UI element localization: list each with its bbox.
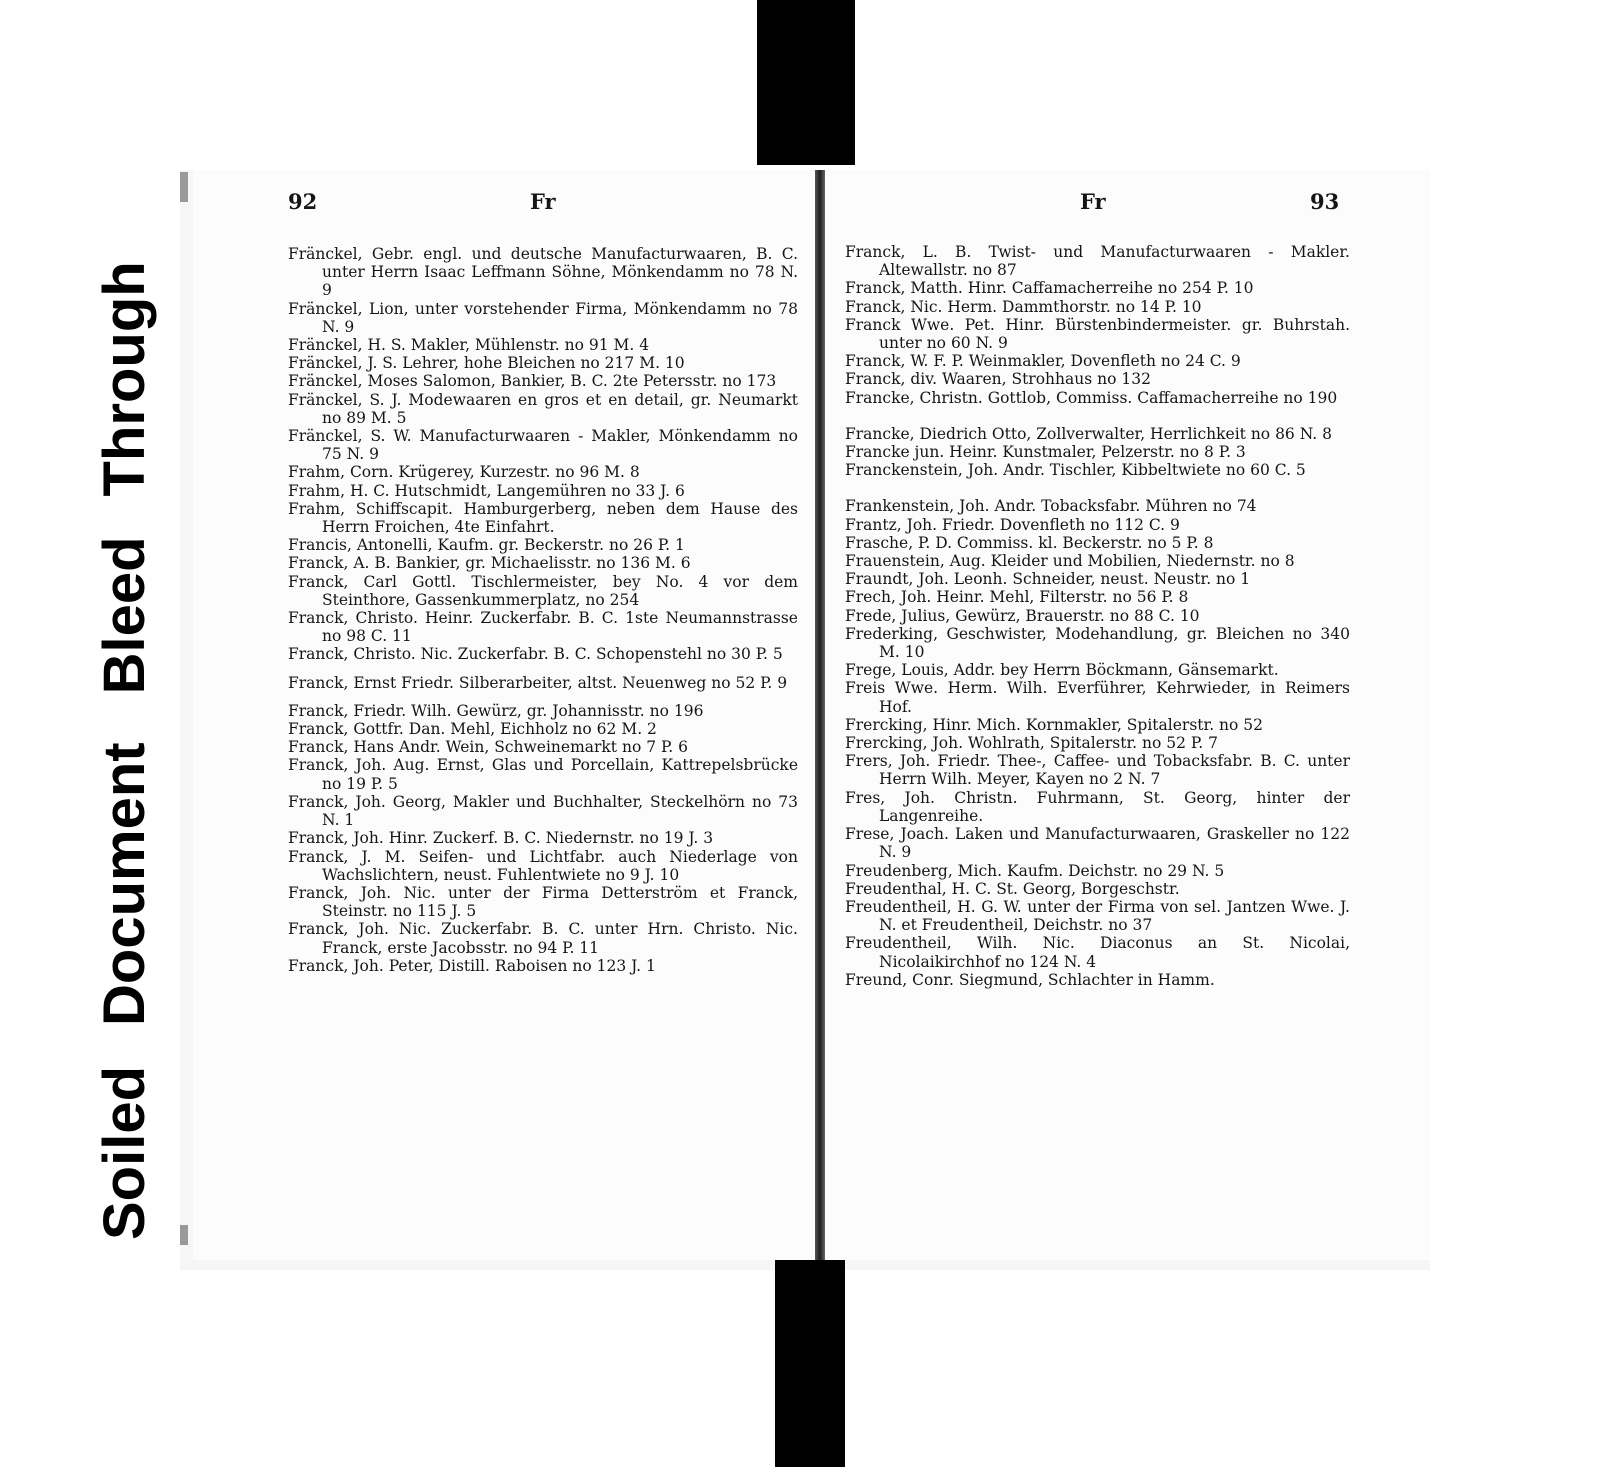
directory-entry: Franck, Friedr. Wilh. Gewürz, gr. Johannisstr. no 196 — [288, 701, 704, 720]
page-edge-mark — [180, 1225, 188, 1245]
stamp-word-soiled: Soiled — [92, 1065, 157, 1240]
directory-entry: Franckenstein, Joh. Andr. Tischler, Kibbeltwiete no 60 C. 5 — [845, 461, 1306, 480]
directory-entry: Frahm, Schiffscapit. Hamburgerberg, neben dem Hause des Herrn Froichen, 4te Einfahrt. — [288, 499, 798, 537]
directory-entry: Franck, Hans Andr. Wein, Schweinemarkt no 7 P. 6 — [288, 738, 688, 757]
directory-entry: Francke jun. Heinr. Kunstmaler, Pelzerstr. no 8 P. 3 — [845, 443, 1246, 462]
directory-entry: Franck, Christo. Nic. Zuckerfabr. B. C. Schopenstehl no 30 P. 5 — [288, 645, 783, 664]
directory-entry: Fres, Joh. Christn. Fuhrmann, St. Georg, hinter der Langenreihe. — [845, 788, 1350, 825]
directory-entry: Fränckel, Gebr. engl. und deutsche Manufacturwaaren, B. C. unter Herrn Isaac Leffmann Söhne, Mönkendamm no 78 N. 9 — [288, 245, 798, 300]
directory-entry: Frers, Joh. Friedr. Thee-, Caffee- und Tobacksfabr. B. C. unter Herrn Wilh. Meyer, Kayen no 2 N. 7 — [845, 752, 1350, 789]
directory-entry: Francke, Christn. Gottlob, Commiss. Caffamacherreihe no 190 — [845, 388, 1338, 407]
stamp-word-through: Through — [92, 261, 157, 497]
spine-top-shadow — [757, 0, 855, 165]
archive-stamp — [92, 190, 157, 1240]
directory-entry: Frege, Louis, Addr. bey Herrn Böckmann, Gänsemarkt. — [845, 661, 1279, 680]
directory-entry: Frasche, P. D. Commiss. kl. Beckerstr. no 5 P. 8 — [845, 533, 1214, 552]
directory-entry: Franck, Nic. Herm. Dammthorstr. no 14 P. 10 — [845, 297, 1202, 316]
directory-entry: Franck, W. F. P. Weinmakler, Dovenfleth no 24 C. 9 — [845, 352, 1241, 371]
page-edge-mark — [180, 172, 188, 202]
book-gutter — [815, 170, 825, 1260]
directory-entry: Freis Wwe. Herm. Wilh. Everführer, Kehrwieder, in Reimers Hof. — [845, 679, 1350, 716]
directory-entry: Franck, J. M. Seifen- und Lichtfabr. auch Niederlage von Wachslichtern, neust. Fuhlentwiete no 9 J. 10 — [288, 847, 798, 884]
directory-entry: Freudentheil, Wilh. Nic. Diaconus an St. Nicolai, Nicolaikirchhof no 124 N. 4 — [845, 934, 1350, 971]
directory-entry: Freund, Conr. Siegmund, Schlachter in Hamm. — [845, 970, 1215, 989]
directory-entry: Freudentheil, H. G. W. unter der Firma von sel. Jantzen Wwe. J. N. et Freudentheil, Deichstr. no 37 — [845, 897, 1350, 935]
directory-entry: Frederking, Geschwister, Modehandlung, gr. Bleichen no 340 M. 10 — [845, 624, 1350, 662]
directory-entry: Fränckel, Moses Salomon, Bankier, B. C. 2te Petersstr. no 173 — [288, 372, 777, 391]
directory-entry: Franck, Joh. Nic. unter der Firma Detterström et Franck, Steinstr. no 115 J. 5 — [288, 883, 798, 921]
directory-entry: Franck, Matth. Hinr. Caffamacherreihe no 254 P. 10 — [845, 279, 1254, 298]
right-entry-list — [845, 243, 1350, 989]
directory-entry: Freudenberg, Mich. Kaufm. Deichstr. no 29 N. 5 — [845, 861, 1225, 880]
directory-entry: Frahm, H. C. Hutschmidt, Langemühren no 33 J. 6 — [288, 481, 685, 500]
directory-entry: Franck, Carl Gottl. Tischlermeister, bey No. 4 vor dem Steinthore, Gassenkummerplatz, no 254 — [288, 572, 798, 609]
directory-entry: Francis, Antonelli, Kaufm. gr. Beckerstr. no 26 P. 1 — [288, 536, 685, 555]
directory-entry: Frankenstein, Joh. Andr. Tobacksfabr. Mühren no 74 — [845, 497, 1257, 516]
directory-entry: Franck, Joh. Georg, Makler und Buchhalter, Steckelhörn no 73 N. 1 — [288, 792, 798, 830]
directory-entry: Franck, Joh. Nic. Zuckerfabr. B. C. unter Hrn. Christo. Nic. Franck, erste Jacobsstr. no 94 P. 11 — [288, 920, 798, 957]
right-running-head: Fr — [1080, 189, 1106, 214]
directory-entry: Fränckel, J. S. Lehrer, hohe Bleichen no 217 M. 10 — [288, 354, 685, 373]
directory-entry: Franck, Joh. Aug. Ernst, Glas und Porcellain, Kattrepelsbrücke no 19 P. 5 — [288, 756, 798, 793]
right-page-number: 93 — [1310, 189, 1340, 214]
directory-entry: Frahm, Corn. Krügerey, Kurzestr. no 96 M. 8 — [288, 463, 640, 482]
directory-entry: Fränckel, Lion, unter vorstehender Firma, Mönkendamm no 78 N. 9 — [288, 299, 798, 336]
directory-entry: Fränckel, S. W. Manufacturwaaren - Makler, Mönkendamm no 75 N. 9 — [288, 427, 798, 464]
directory-entry: Frauenstein, Aug. Kleider und Mobilien, Niedernstr. no 8 — [845, 552, 1295, 571]
left-page-number: 92 — [288, 189, 318, 214]
directory-entry: Frantz, Joh. Friedr. Dovenfleth no 112 C. 9 — [845, 515, 1180, 534]
directory-entry: Frech, Joh. Heinr. Mehl, Filterstr. no 56 P. 8 — [845, 588, 1189, 607]
directory-entry: Frercking, Hinr. Mich. Kornmakler, Spitalerstr. no 52 — [845, 715, 1264, 734]
directory-entry: Freudenthal, H. C. St. Georg, Borgeschstr. — [845, 879, 1180, 898]
directory-entry: Fraundt, Joh. Leonh. Schneider, neust. Neustr. no 1 — [845, 570, 1251, 589]
directory-entry: Frercking, Joh. Wohlrath, Spitalerstr. no 52 P. 7 — [845, 734, 1218, 753]
left-entry-list — [288, 245, 798, 975]
directory-entry: Franck, Christo. Heinr. Zuckerfabr. B. C. 1ste Neumannstrasse no 98 C. 11 — [288, 609, 798, 646]
directory-entry: Frede, Julius, Gewürz, Brauerstr. no 88 C. 10 — [845, 606, 1200, 625]
directory-entry: Frese, Joach. Laken und Manufacturwaaren, Graskeller no 122 N. 9 — [845, 825, 1350, 862]
directory-entry: Franck, A. B. Bankier, gr. Michaelisstr. no 136 M. 6 — [288, 554, 691, 573]
stamp-word-document: Document — [92, 742, 157, 1026]
directory-entry: Franck, Joh. Peter, Distill. Raboisen no 123 J. 1 — [288, 956, 656, 975]
left-running-head: Fr — [530, 189, 556, 214]
directory-entry: Fränckel, S. J. Modewaaren en gros et en detail, gr. Neumarkt no 89 M. 5 — [288, 390, 798, 427]
directory-entry: Fränckel, H. S. Makler, Mühlenstr. no 91 M. 4 — [288, 336, 650, 355]
stamp-word-bleed: Bleed — [92, 536, 157, 695]
directory-entry: Franck, div. Waaren, Strohhaus no 132 — [845, 370, 1151, 389]
directory-entry: Franck, Joh. Hinr. Zuckerf. B. C. Niedernstr. no 19 J. 3 — [288, 829, 714, 848]
directory-entry: Franck, Ernst Friedr. Silberarbeiter, altst. Neuenweg no 52 P. 9 — [288, 673, 788, 692]
spine-bottom-shadow — [775, 1258, 845, 1467]
directory-entry: Franck, Gottfr. Dan. Mehl, Eichholz no 62 M. 2 — [288, 720, 657, 739]
directory-entry: Francke, Diedrich Otto, Zollverwalter, Herrlichkeit no 86 N. 8 — [845, 424, 1333, 443]
directory-entry: Franck Wwe. Pet. Hinr. Bürstenbindermeister. gr. Buhrstah. unter no 60 N. 9 — [845, 315, 1350, 353]
directory-entry: Franck, L. B. Twist- und Manufacturwaaren - Makler. Altewallstr. no 87 — [845, 243, 1350, 280]
